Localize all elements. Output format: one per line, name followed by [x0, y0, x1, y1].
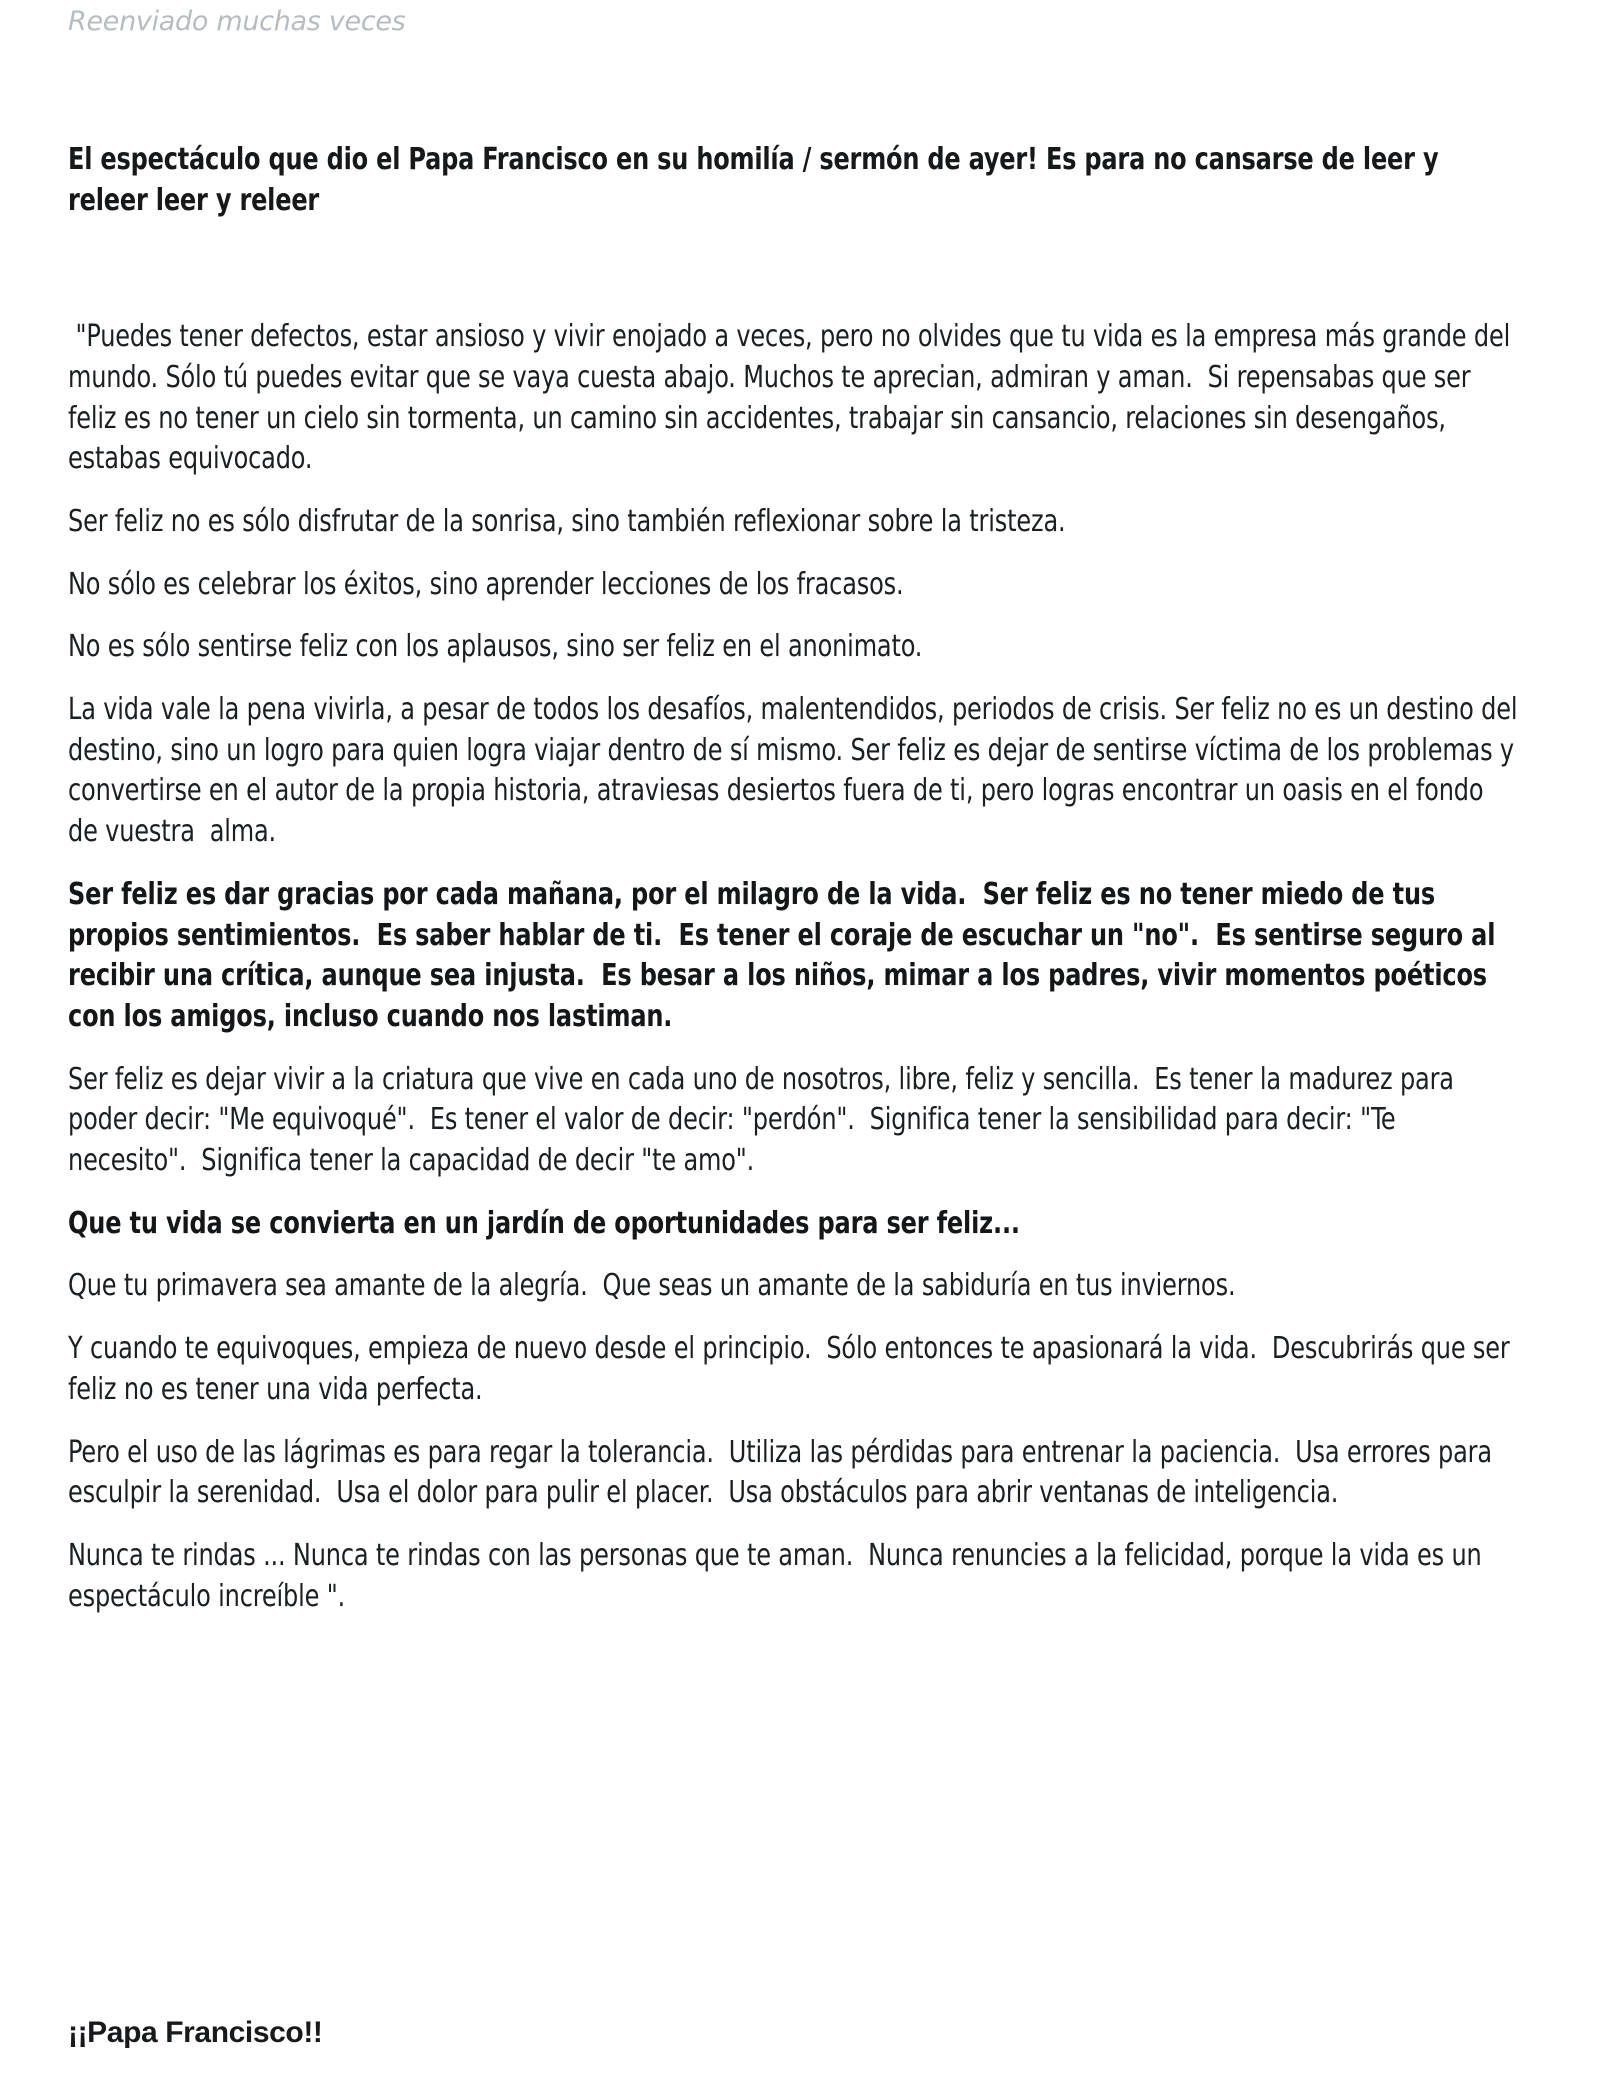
message-paragraph: No es sólo sentirse feliz con los aplausos, sino ser feliz en el anonimato.: [68, 629, 923, 665]
message-paragraph: Nunca te rindas ... Nunca te rindas con las personas que te aman. Nunca renuncies a la felicidad, porque la vida es un espectáculo increíble ".: [68, 1538, 1490, 1614]
message-paragraph: Pero el uso de las lágrimas es para regar la tolerancia. Utiliza las pérdidas para entrenar la paciencia. Usa errores para esculpir la serenidad. Usa el dolor para pulir el placer. Usa obstáculos para abrir ventanas de inteligencia.: [68, 1434, 1500, 1511]
message-paragraph: Que tu vida se convierta en un jardín de oportunidades para ser feliz...: [68, 1205, 1020, 1241]
message-paragraph: Ser feliz es dejar vivir a la criatura que vive en cada uno de nosotros, libre, feliz y sencilla. Es tener la madurez para poder decir: "Me equivoqué". Es tener el valor de decir: "perdón". Significa tener la sensibilidad para decir: "Te necesito". Significa tener la capacidad de decir "te amo".: [68, 1061, 1462, 1179]
message-paragraph: Que tu primavera sea amante de la alegría. Que seas un amante de la sabiduría en tus inviernos.: [68, 1268, 1236, 1304]
message-body: [68, 140, 1523, 1639]
message-paragraphs: [68, 317, 1523, 1617]
message-paragraph: No sólo es celebrar los éxitos, sino aprender lecciones de los fracasos.: [68, 566, 904, 602]
message-paragraph: Y cuando te equivoques, empieza de nuevo desde el principio. Sólo entonces te apasionará la vida. Descubrirás que ser feliz no es tener una vida perfecta.: [68, 1331, 1518, 1407]
forwarded-many-times-label: Reenviado muchas veces: [68, 6, 406, 37]
message-paragraph: Ser feliz es dar gracias por cada mañana, por el milagro de la vida. Ser feliz es no tener miedo de tus propios sentimientos. Es saber hablar de ti. Es tener el coraje de escuchar un "no". Es sentirse seguro al recibir una crítica, aunque sea injusta. Es besar a los niños, mimar a los padres, vivir momentos poéticos con los amigos, incluso cuando nos lastiman.: [68, 876, 1504, 1034]
message-paragraph: Ser feliz no es sólo disfrutar de la sonrisa, sino también reflexionar sobre la tristeza.: [68, 503, 1066, 539]
message-title: El espectáculo que dio el Papa Francisco en su homilía / sermón de ayer! Es para no cansarse de leer y releer leer y releer: [68, 142, 1439, 218]
message-paragraph: La vida vale la pena vivirla, a pesar de todos los desafíos, malentendidos, periodos de crisis. Ser feliz no es un destino del destino, sino un logro para quien logra viajar dentro de sí mismo. Ser feliz es dejar de sentirse víctima de los problemas y convertirse en el autor de la propia historia, atraviesas desiertos fuera de ti, pero logras encontrar un oasis en el fondo de vuestra alma.: [68, 692, 1525, 850]
message-signature: ¡¡Papa Francisco!!: [68, 2016, 323, 2049]
message-paragraph: "Puedes tener defectos, estar ansioso y vivir enojado a veces, pero no olvides que tu vida es la empresa más grande del mundo. Sólo tú puedes evitar que se vaya cuesta abajo. Muchos te aprecian, admiran y aman. Si repensabas que ser feliz es no tener un cielo sin tormenta, un camino sin accidentes, trabajar sin cansancio, relaciones sin desengaños, estabas equivocado.: [68, 319, 1518, 477]
